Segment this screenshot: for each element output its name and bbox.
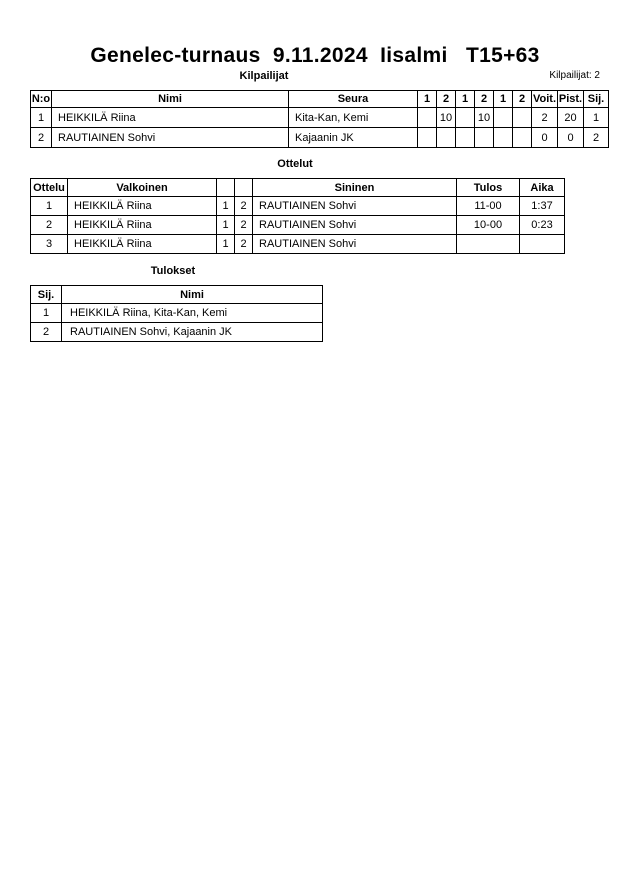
table-row	[31, 216, 565, 235]
player-round-3	[456, 108, 475, 128]
matches-header-row	[31, 179, 565, 197]
player-club: Kita-Kan, Kemi	[289, 108, 418, 128]
players-section-label: Kilpailijat	[239, 70, 289, 82]
matches-header-match: Ottelu	[31, 179, 68, 197]
players-header-rank: Sij.	[584, 91, 609, 108]
player-wins: 2	[532, 108, 558, 128]
matches-table	[30, 178, 565, 254]
result-name: HEIKKILÄ Riina, Kita-Kan, Kemi	[62, 304, 323, 323]
players-header-round-3: 1	[456, 91, 475, 108]
player-round-2	[437, 128, 456, 148]
player-points: 0	[558, 128, 584, 148]
player-name: HEIKKILÄ Riina	[52, 108, 289, 128]
player-round-5	[494, 108, 513, 128]
table-row	[31, 235, 565, 254]
players-header-round-6: 2	[513, 91, 532, 108]
match-time: 1:37	[520, 197, 565, 216]
match-blue-no: 2	[235, 197, 253, 216]
match-blue-no: 2	[235, 235, 253, 254]
result-rank: 2	[31, 323, 62, 342]
matches-header-time: Aika	[520, 179, 565, 197]
results-header-row	[31, 286, 323, 304]
player-wins: 0	[532, 128, 558, 148]
player-round-6	[513, 108, 532, 128]
players-header-name: Nimi	[52, 91, 289, 108]
table-row	[31, 304, 323, 323]
matches-header-p1	[217, 179, 235, 197]
match-time	[520, 235, 565, 254]
player-club: Kajaanin JK	[289, 128, 418, 148]
match-result: 11-00	[457, 197, 520, 216]
player-name: RAUTIAINEN Sohvi	[52, 128, 289, 148]
match-time: 0:23	[520, 216, 565, 235]
matches-section-label: Ottelut	[277, 158, 313, 170]
players-count: Kilpailijat: 2	[549, 70, 600, 81]
players-header-club: Seura	[289, 91, 418, 108]
results-header-name: Nimi	[62, 286, 323, 304]
table-row	[31, 197, 565, 216]
match-white-no: 1	[217, 197, 235, 216]
players-header-points: Pist.	[558, 91, 584, 108]
player-round-4: 10	[475, 108, 494, 128]
match-white: HEIKKILÄ Riina	[68, 197, 217, 216]
matches-header-result: Tulos	[457, 179, 520, 197]
players-header-row	[31, 91, 609, 108]
matches-header-white: Valkoinen	[68, 179, 217, 197]
player-no: 2	[31, 128, 52, 148]
match-result: 10-00	[457, 216, 520, 235]
results-header-rank: Sij.	[31, 286, 62, 304]
player-rank: 2	[584, 128, 609, 148]
player-round-5	[494, 128, 513, 148]
match-blue: RAUTIAINEN Sohvi	[253, 197, 457, 216]
page-title: Genelec-turnaus 9.11.2024 Iisalmi T15+63	[90, 44, 540, 67]
matches-header-blue: Sininen	[253, 179, 457, 197]
player-no: 1	[31, 108, 52, 128]
player-round-6	[513, 128, 532, 148]
table-row	[31, 128, 609, 148]
result-rank: 1	[31, 304, 62, 323]
player-round-3	[456, 128, 475, 148]
match-blue: RAUTIAINEN Sohvi	[253, 235, 457, 254]
table-row	[31, 108, 609, 128]
player-round-1	[418, 108, 437, 128]
match-number: 3	[31, 235, 68, 254]
table-row	[31, 323, 323, 342]
players-header-wins: Voit.	[532, 91, 558, 108]
results-table	[30, 285, 323, 342]
match-number: 1	[31, 197, 68, 216]
match-white-no: 1	[217, 216, 235, 235]
player-round-2: 10	[437, 108, 456, 128]
results-section-label: Tulokset	[150, 265, 196, 277]
match-white-no: 1	[217, 235, 235, 254]
result-name: RAUTIAINEN Sohvi, Kajaanin JK	[62, 323, 323, 342]
match-number: 2	[31, 216, 68, 235]
matches-header-p2	[235, 179, 253, 197]
player-round-4	[475, 128, 494, 148]
player-points: 20	[558, 108, 584, 128]
match-blue: RAUTIAINEN Sohvi	[253, 216, 457, 235]
match-white: HEIKKILÄ Riina	[68, 235, 217, 254]
players-header-round-5: 1	[494, 91, 513, 108]
match-blue-no: 2	[235, 216, 253, 235]
match-white: HEIKKILÄ Riina	[68, 216, 217, 235]
players-header-round-1: 1	[418, 91, 437, 108]
players-header-round-4: 2	[475, 91, 494, 108]
players-table	[30, 90, 609, 148]
player-rank: 1	[584, 108, 609, 128]
players-header-round-2: 2	[437, 91, 456, 108]
players-header-no: N:o	[31, 91, 52, 108]
match-result	[457, 235, 520, 254]
player-round-1	[418, 128, 437, 148]
